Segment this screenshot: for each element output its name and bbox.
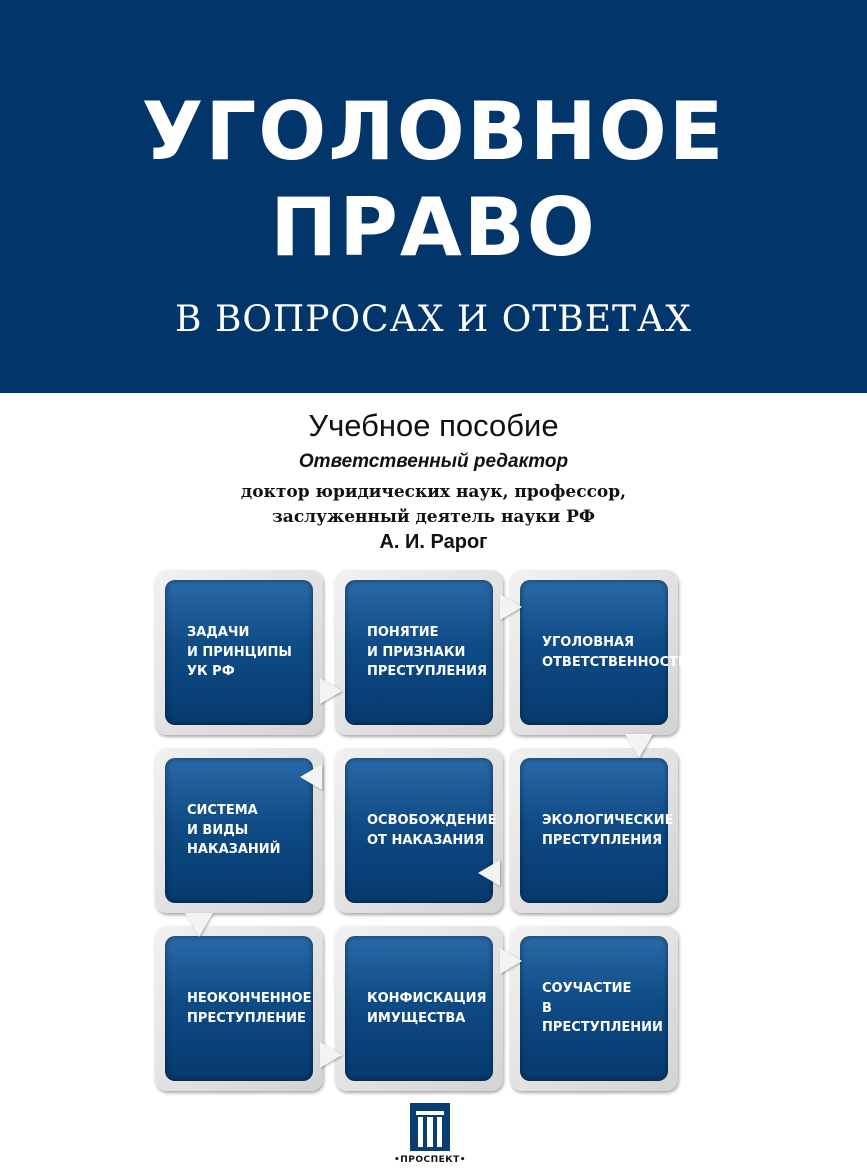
topic-tile <box>335 926 503 1091</box>
arrow-down-icon <box>185 913 213 937</box>
topic-tile <box>155 926 323 1091</box>
arrow-right-icon <box>500 948 522 974</box>
topic-label: КОНФИСКАЦИЯ ИМУЩЕСТВА <box>367 991 487 1026</box>
topic-label: ОСВОБОЖДЕНИЕ ОТ НАКАЗАНИЯ <box>367 813 497 848</box>
topic-label: НЕОКОНЧЕННОЕ ПРЕСТУПЛЕНИЕ <box>187 991 312 1026</box>
topic-tile <box>155 748 323 913</box>
subtitle: В ВОПРОСАХ И ОТВЕТАХ <box>175 299 692 340</box>
topic-tile <box>155 570 323 735</box>
topic-tile <box>335 748 503 913</box>
editor-label: Ответственный редактор <box>298 451 569 472</box>
topic-label: ЗАДАЧИ И ПРИНЦИПЫ УК РФ <box>187 625 292 680</box>
arrow-right-icon <box>320 1042 342 1068</box>
topic-label: ЭКОЛОГИЧЕСКИЕ ПРЕСТУПЛЕНИЯ <box>542 813 674 848</box>
topics-grid <box>155 570 688 1100</box>
topic-tile <box>510 926 678 1091</box>
topic-tile <box>335 570 503 735</box>
publisher-logo <box>386 1103 474 1169</box>
publisher-mark-icon <box>410 1103 450 1151</box>
title-line-1: УГОЛОВНОЕ <box>141 85 726 178</box>
topic-label: УГОЛОВНАЯ ОТВЕТСТВЕННОСТЬ <box>542 635 688 670</box>
arrow-down-icon <box>625 734 653 758</box>
title-line-2: ПРАВО <box>270 181 597 274</box>
editor-name: А. И. Рарог <box>379 531 488 553</box>
editor-description-line-1: доктор юридических наук, профессор, <box>240 482 627 502</box>
topic-label: СИСТЕМА И ВИДЫ НАКАЗАНИЙ <box>187 803 281 858</box>
topic-label: ПОНЯТИЕ И ПРИЗНАКИ ПРЕСТУПЛЕНИЯ <box>367 625 488 680</box>
topic-tile <box>510 570 688 735</box>
arrow-right-icon <box>320 678 342 704</box>
book-type: Учебное пособие <box>308 408 559 443</box>
arrow-left-icon <box>478 860 500 886</box>
topic-tile <box>510 748 678 913</box>
arrow-right-icon <box>500 594 522 620</box>
editor-description-line-2: заслуженный деятель науки РФ <box>271 507 596 527</box>
publisher-name: •ПРОСПЕКТ• <box>393 1155 467 1165</box>
topic-label: СОУЧАСТИЕ В ПРЕСТУПЛЕНИИ <box>542 981 663 1036</box>
cover-header <box>0 0 867 393</box>
arrow-left-icon <box>300 764 322 790</box>
